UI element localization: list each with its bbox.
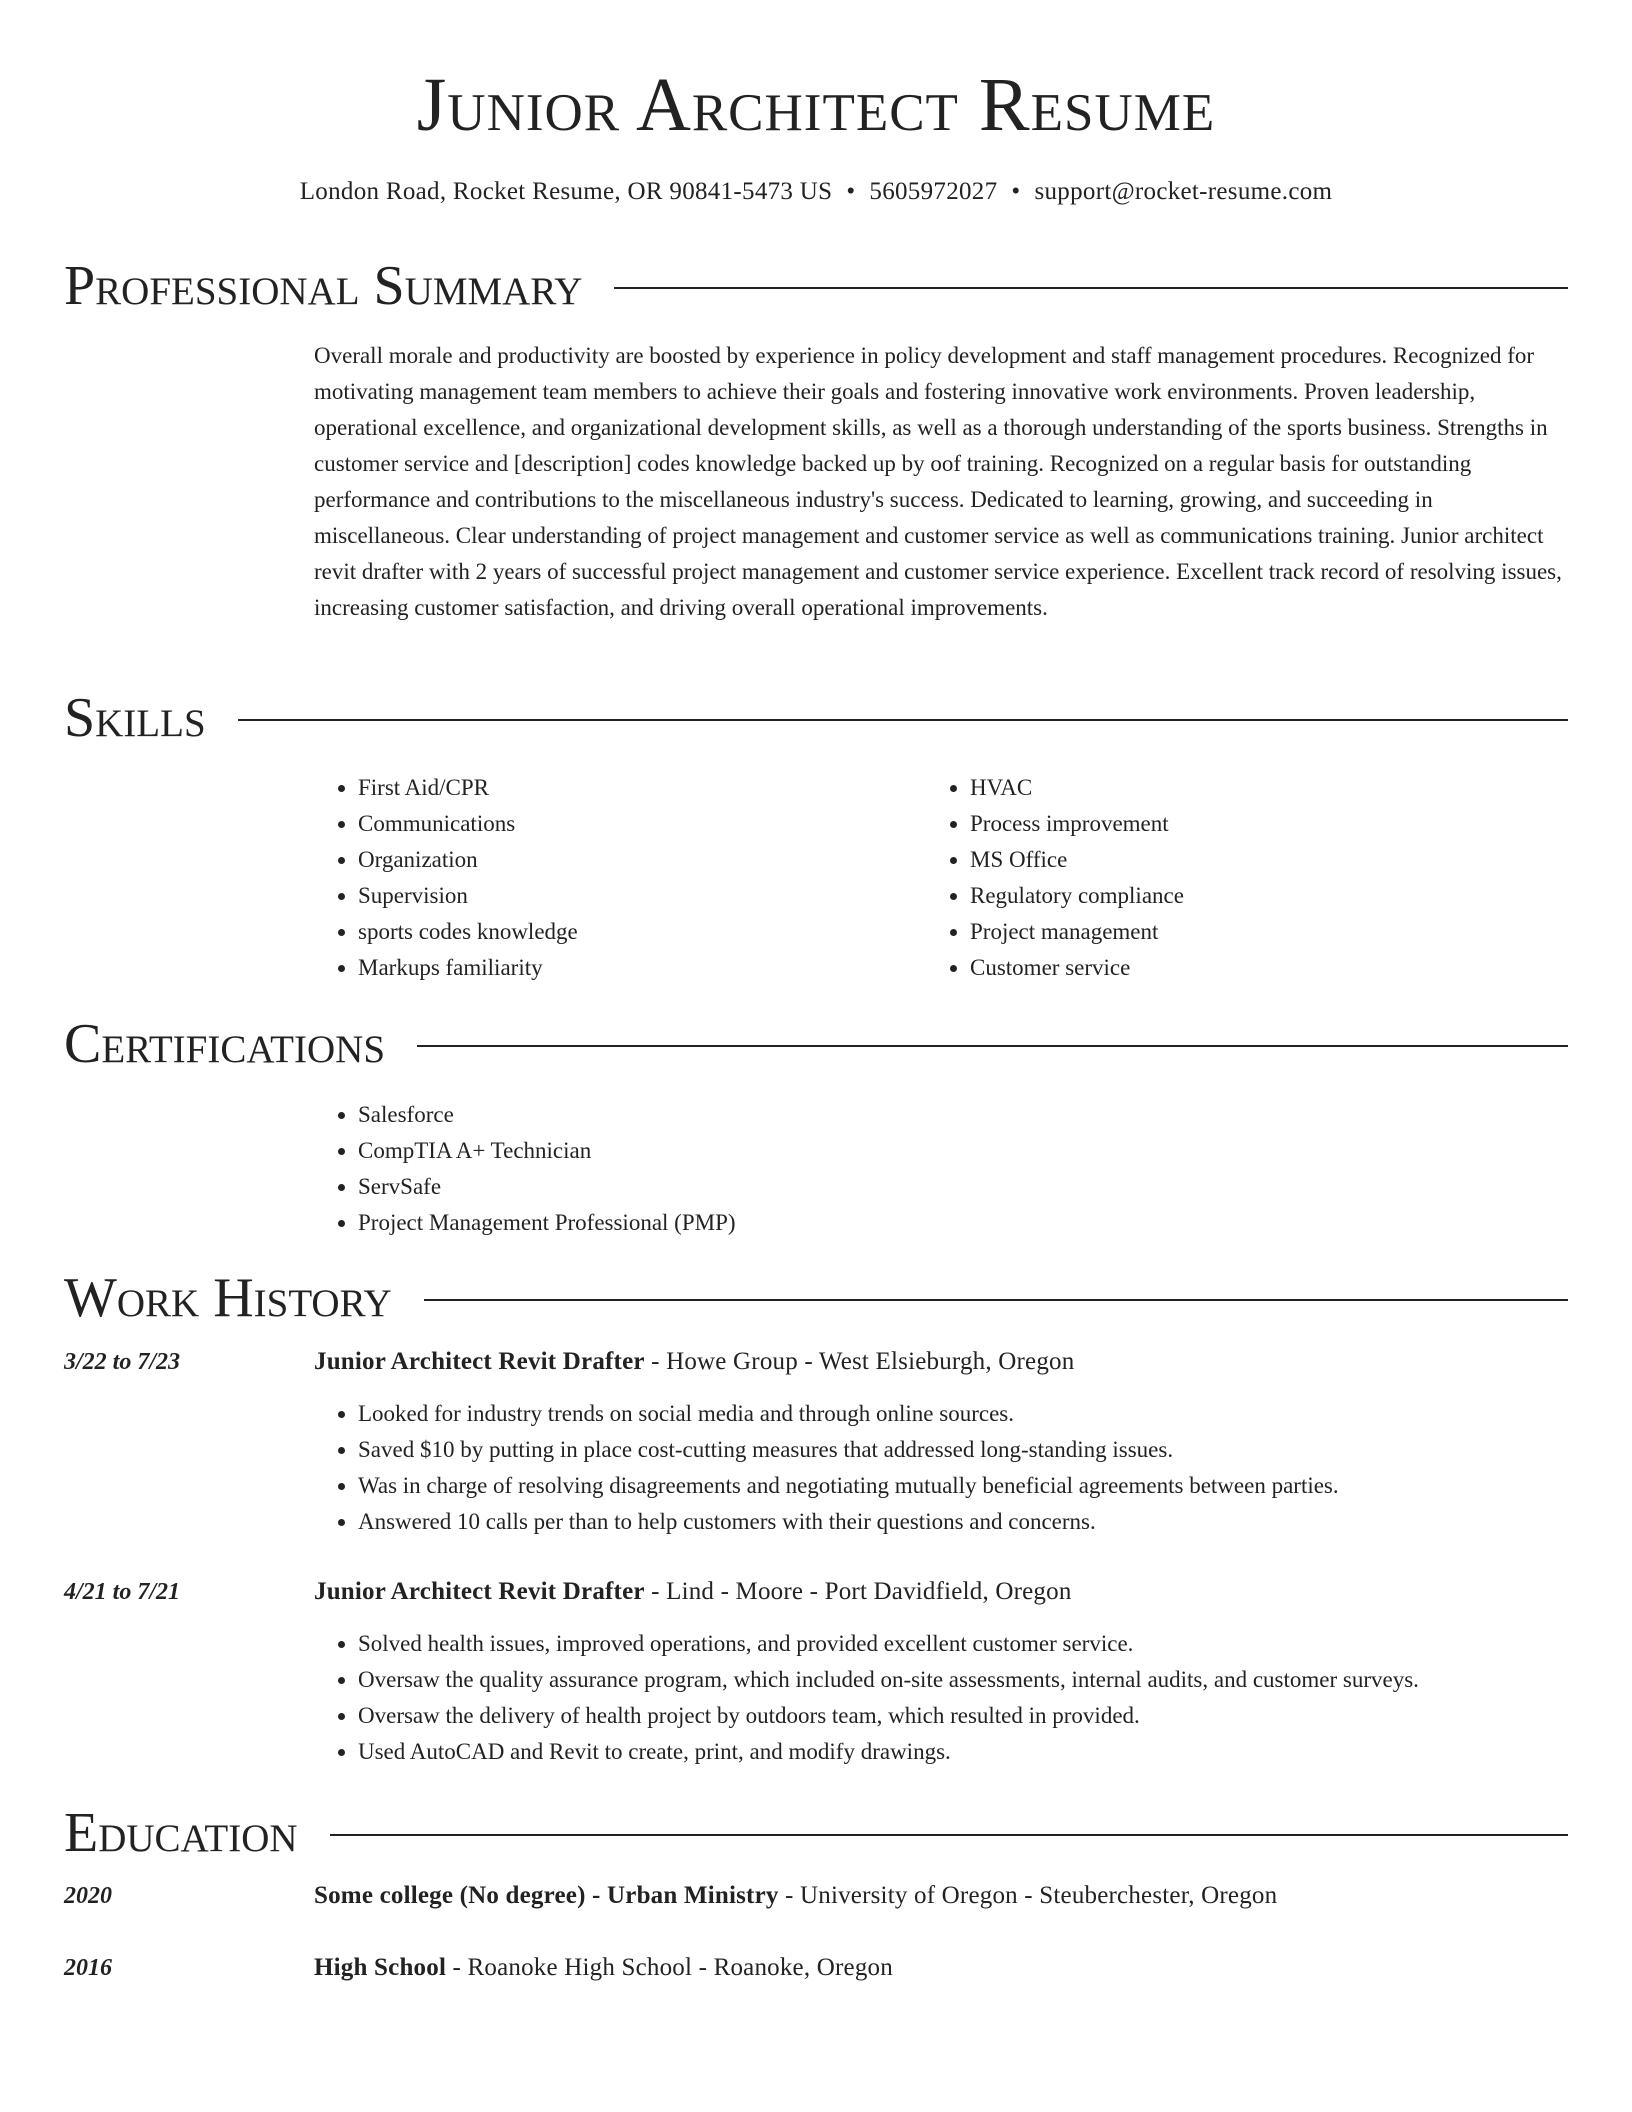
contact-phone: 5605972027 [869,178,998,205]
skill-item: • Project management [970,914,1542,950]
contact-separator: • [846,178,856,205]
work-employer: - Lind - Moore - Port Davidfield, Oregon [644,1578,1072,1605]
education-degree: High School [314,1954,447,1981]
work-section-header [64,1266,1568,1330]
certification-item: • Project Management Professional (PMP) [358,1205,1568,1241]
skill-item: • First Aid/CPR [358,770,930,806]
skill-item: • MS Office [970,842,1542,878]
certification-item: • Salesforce [358,1097,1568,1133]
skill-item: • Process improvement [970,806,1542,842]
certification-item: • ServSafe [358,1169,1568,1205]
contact-address: London Road, Rocket Resume, OR 90841-5473 US [299,178,833,205]
skill-item: • Markups familiarity [358,950,930,986]
skill-item: • sports codes knowledge [358,914,930,950]
duty-item: • Solved health issues, improved operations, and provided excellent customer service. [358,1626,1568,1662]
contact-separator: • [1011,178,1021,205]
work-dates: 4/21 to 7/21 [64,1579,181,1605]
duty-item: • Oversaw the quality assurance program, which included on-site assessments, internal audits, and customer surveys. [358,1662,1568,1698]
skills-column-left [314,770,930,986]
work-duties [314,1396,1568,1540]
work-role: Junior Architect Revit Drafter [314,1348,645,1375]
section-divider [614,287,1568,289]
section-divider [238,719,1568,721]
skill-item: • HVAC [970,770,1542,806]
education-degree: Some college (No degree) - Urban Ministry [314,1882,779,1909]
duty-item: • Was in charge of resolving disagreements and negotiating mutually beneficial agreements between parties. [358,1468,1568,1504]
skill-item: • Regulatory compliance [970,878,1542,914]
work-headline [314,1344,1568,1380]
skill-item: • Organization [358,842,930,878]
education-year: 2016 [64,1955,112,1981]
duty-item: • Used AutoCAD and Revit to create, print, and modify drawings. [358,1734,1568,1770]
duty-item: • Looked for industry trends on social media and through online sources. [358,1396,1568,1432]
contact-line [64,174,1568,210]
summary-text: Overall morale and productivity are boosted by experience in policy development and staff management procedures. Recognized for motivating management team members to achieve their goals and fostering innovative work environments. Proven leadership, operational excellence, and organizational development skills, as well as a thorough understanding of the sports business. Strengths in customer service and [description] codes knowledge backed up by oof training. Recognized on a regular basis for outstanding performance and contributions to the miscellaneous industry's success. Dedicated to learning, growing, and succeeding in miscellaneous. Clear understanding of project management and customer service as well as communications training. Junior architect revit drafter with 2 years of successful project management and customer service experience. Excellent track record of resolving issues, increasing customer satisfaction, and driving overall operational improvements. [314,343,1562,620]
summary-heading: Professional Summary [64,255,583,317]
section-divider [424,1299,1568,1301]
education-headline [314,1878,1568,1914]
certifications-heading: Certifications [64,1013,386,1075]
skills-heading: Skills [64,687,206,749]
work-employer: - Howe Group - West Elsieburgh, Oregon [644,1348,1075,1375]
education-year: 2020 [64,1883,112,1909]
duty-item: • Saved $10 by putting in place cost-cutting measures that addressed long-standing issues. [358,1432,1568,1468]
skill-item: • Communications [358,806,930,842]
summary-section-header [64,254,1568,318]
education-school: - University of Oregon - Steuberchester, Oregon [778,1882,1278,1909]
education-school: - Roanoke High School - Roanoke, Oregon [446,1954,893,1981]
contact-email: support@rocket-resume.com [1034,178,1333,205]
skills-column-right [926,770,1542,986]
skills-section-header [64,686,1568,750]
duty-item: • Answered 10 calls per than to help customers with their questions and concerns. [358,1504,1568,1540]
education-heading: Education [64,1802,298,1864]
skill-item: • Customer service [970,950,1542,986]
duty-item: • Oversaw the delivery of health project by outdoors team, which resulted in provided. [358,1698,1568,1734]
work-headline [314,1574,1568,1610]
certification-item: • CompTIA A+ Technician [358,1133,1568,1169]
certifications-section-header [64,1012,1568,1076]
work-dates: 3/22 to 7/23 [64,1349,181,1375]
section-divider [330,1834,1568,1836]
certifications-list [314,1097,1568,1241]
work-heading: Work History [64,1267,392,1329]
work-duties [314,1626,1568,1770]
education-headline [314,1950,1568,1986]
resume-title: Junior Architect Resume [416,63,1216,147]
section-divider [417,1045,1568,1047]
work-role: Junior Architect Revit Drafter [314,1578,645,1605]
education-section-header [64,1801,1568,1865]
skill-item: • Supervision [358,878,930,914]
